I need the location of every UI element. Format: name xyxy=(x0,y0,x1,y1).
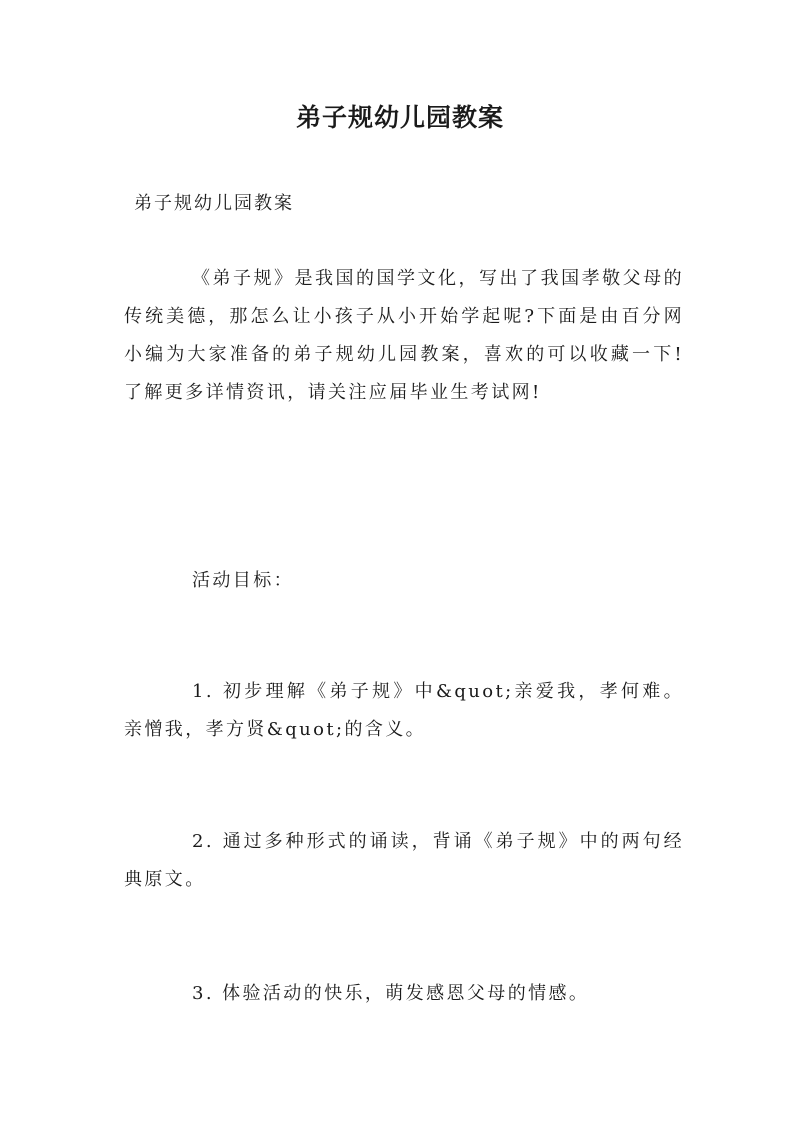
goal-item: 3. 体验活动的快乐，萌发感恩父母的情感。 xyxy=(192,983,590,1004)
goals-heading: 活动目标： xyxy=(192,570,294,591)
goal-item: 1. 初步理解《弟子规》中&quot;亲爱我，孝何难。亲憎我，孝方贤&quot;的含义。 xyxy=(124,681,684,740)
intro-paragraph: 《弟子规》是我国的国学文化，写出了我国孝敬父母的传统美德，那怎么让小孩子从小开始学起呢?下面是由百分网小编为大家准备的弟子规幼儿园教案，喜欢的可以收藏一下!了解更多详情资讯，请关注应届毕业生考试网! xyxy=(124,268,684,403)
document-title: 弟子规幼儿园教案 xyxy=(295,103,504,132)
document-subtitle: 弟子规幼儿园教案 xyxy=(134,193,294,214)
goal-item: 2. 通过多种形式的诵读，背诵《弟子规》中的两句经典原文。 xyxy=(124,831,684,890)
